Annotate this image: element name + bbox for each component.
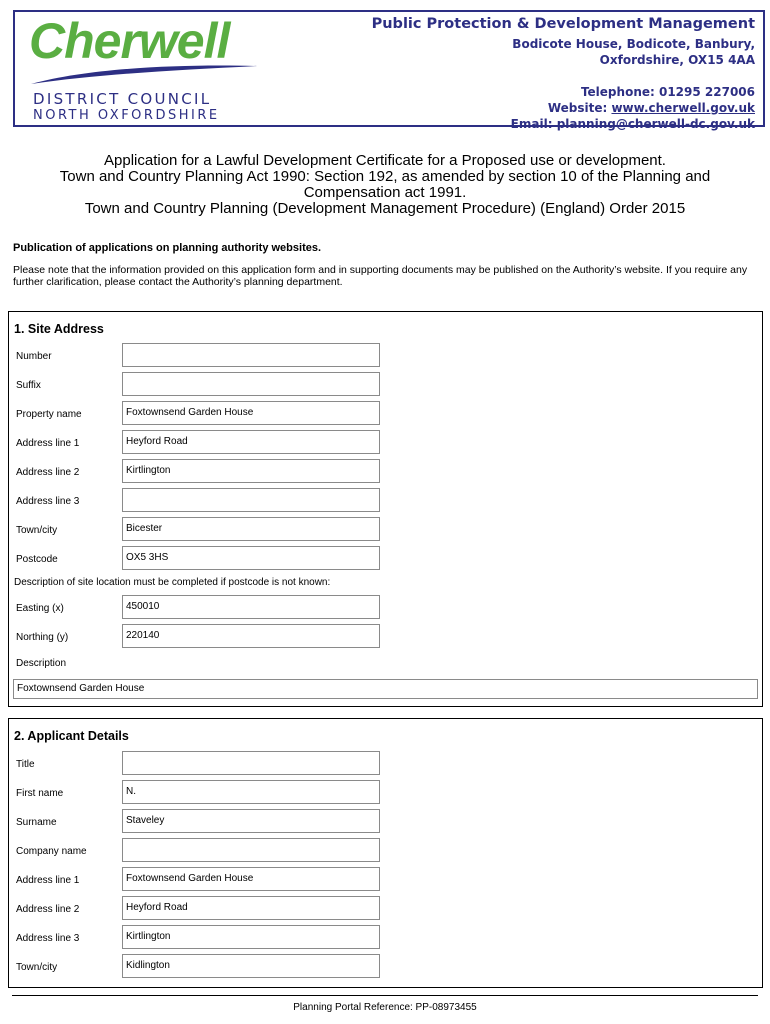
publication-text: Please note that the information provided on this application form and in supporting documents may be published on the Authority’s website. If you require any further clarification, please contact the Authority’s planning department. xyxy=(13,264,748,288)
form-row xyxy=(9,896,762,922)
description-label: Description xyxy=(16,658,67,669)
town-city-field[interactable]: Bicester xyxy=(122,517,380,541)
applicant-address-line-2-field[interactable]: Heyford Road xyxy=(122,896,380,920)
field-label: Company name xyxy=(16,846,87,857)
form-row xyxy=(9,751,762,777)
first-name-field[interactable]: N. xyxy=(122,780,380,804)
form-row xyxy=(9,401,762,427)
council-header xyxy=(13,10,765,131)
field-label: Address line 3 xyxy=(16,933,80,944)
field-label: Northing (y) xyxy=(16,632,69,643)
applicant-address-line-3-field[interactable]: Kirtlington xyxy=(122,925,380,949)
form-row xyxy=(9,867,762,893)
footer-divider xyxy=(12,995,758,996)
form-row xyxy=(9,488,762,514)
title-line-3: Compensation act 1991. xyxy=(303,184,467,201)
field-label: Town/city xyxy=(16,962,58,973)
title-line-4: Town and Country Planning (Development Management Procedure) (England) Order 2015 xyxy=(84,200,686,217)
section-title: 1. Site Address xyxy=(14,322,104,336)
applicant-details-section xyxy=(8,718,763,988)
field-label: Surname xyxy=(16,817,57,828)
location-note: Description of site location must be completed if postcode is not known: xyxy=(14,577,331,588)
property-name-field[interactable]: Foxtownsend Garden House xyxy=(122,401,380,425)
email-link[interactable]: planning@cherwell-dc.gov.uk xyxy=(556,117,755,131)
website-label: Website: xyxy=(547,101,612,115)
field-label: Address line 1 xyxy=(16,438,80,449)
form-row xyxy=(9,954,762,980)
telephone: Telephone: 01295 227006 xyxy=(580,85,755,99)
website-link[interactable]: www.cherwell.gov.uk xyxy=(611,101,755,115)
field-label: Postcode xyxy=(16,554,58,565)
title-field[interactable] xyxy=(122,751,380,775)
number-field[interactable] xyxy=(122,343,380,367)
council-logo-wordmark: Cherwell xyxy=(29,13,230,69)
form-row xyxy=(9,546,762,572)
field-label: Address line 2 xyxy=(16,904,80,915)
field-label: First name xyxy=(16,788,64,799)
address-line-3-field[interactable] xyxy=(122,488,380,512)
company-name-field[interactable] xyxy=(122,838,380,862)
form-row xyxy=(9,838,762,864)
surname-field[interactable]: Staveley xyxy=(122,809,380,833)
website-row xyxy=(372,100,755,116)
department-name: Public Protection & Development Management xyxy=(371,16,755,32)
contact-block xyxy=(372,14,755,132)
form-row xyxy=(9,595,762,621)
northing-field[interactable]: 220140 xyxy=(122,624,380,648)
field-label: Address line 2 xyxy=(16,467,80,478)
logo-north-oxfordshire: NORTH OXFORDSHIRE xyxy=(33,108,220,123)
field-label: Title xyxy=(16,759,35,770)
postcode-field[interactable]: OX5 3HS xyxy=(122,546,380,570)
logo-swoosh-icon xyxy=(29,60,259,86)
logo-district-council: DISTRICT COUNCIL xyxy=(33,90,212,108)
form-row xyxy=(9,372,762,398)
form-title xyxy=(20,153,750,217)
form-row xyxy=(9,809,762,835)
form-row xyxy=(9,517,762,543)
applicant-address-line-1-field[interactable]: Foxtownsend Garden House xyxy=(122,867,380,891)
description-field[interactable]: Foxtownsend Garden House xyxy=(13,679,758,699)
field-label: Address line 1 xyxy=(16,875,80,886)
field-label: Address line 3 xyxy=(16,496,80,507)
applicant-town-city-field[interactable]: Kidlington xyxy=(122,954,380,978)
address-line-2: Oxfordshire, OX15 4AA xyxy=(599,53,755,67)
publication-heading: Publication of applications on planning authority websites. xyxy=(13,242,322,254)
field-label: Easting (x) xyxy=(16,603,64,614)
field-label: Suffix xyxy=(16,380,41,391)
title-line-2: Town and Country Planning Act 1990: Section 192, as amended by section 10 of the Planning and xyxy=(59,168,711,185)
form-row xyxy=(9,925,762,951)
suffix-field[interactable] xyxy=(122,372,380,396)
email-label: Email: xyxy=(510,117,557,131)
address-line-2-field[interactable]: Kirtlington xyxy=(122,459,380,483)
form-row xyxy=(9,343,762,369)
site-address-section xyxy=(8,311,763,707)
address-line-1: Bodicote House, Bodicote, Banbury, xyxy=(512,37,755,51)
portal-reference: Planning Portal Reference: PP-08973455 xyxy=(293,1002,477,1013)
easting-field[interactable]: 450010 xyxy=(122,595,380,619)
section-title: 2. Applicant Details xyxy=(14,729,129,743)
address-line-1-field[interactable]: Heyford Road xyxy=(122,430,380,454)
form-row xyxy=(9,780,762,806)
form-row xyxy=(9,430,762,456)
field-label: Number xyxy=(16,351,52,362)
title-line-1: Application for a Lawful Development Certificate for a Proposed use or development. xyxy=(104,152,666,169)
form-row xyxy=(9,624,762,650)
field-label: Property name xyxy=(16,409,82,420)
form-row xyxy=(9,459,762,485)
field-label: Town/city xyxy=(16,525,58,536)
email-row xyxy=(372,116,755,132)
